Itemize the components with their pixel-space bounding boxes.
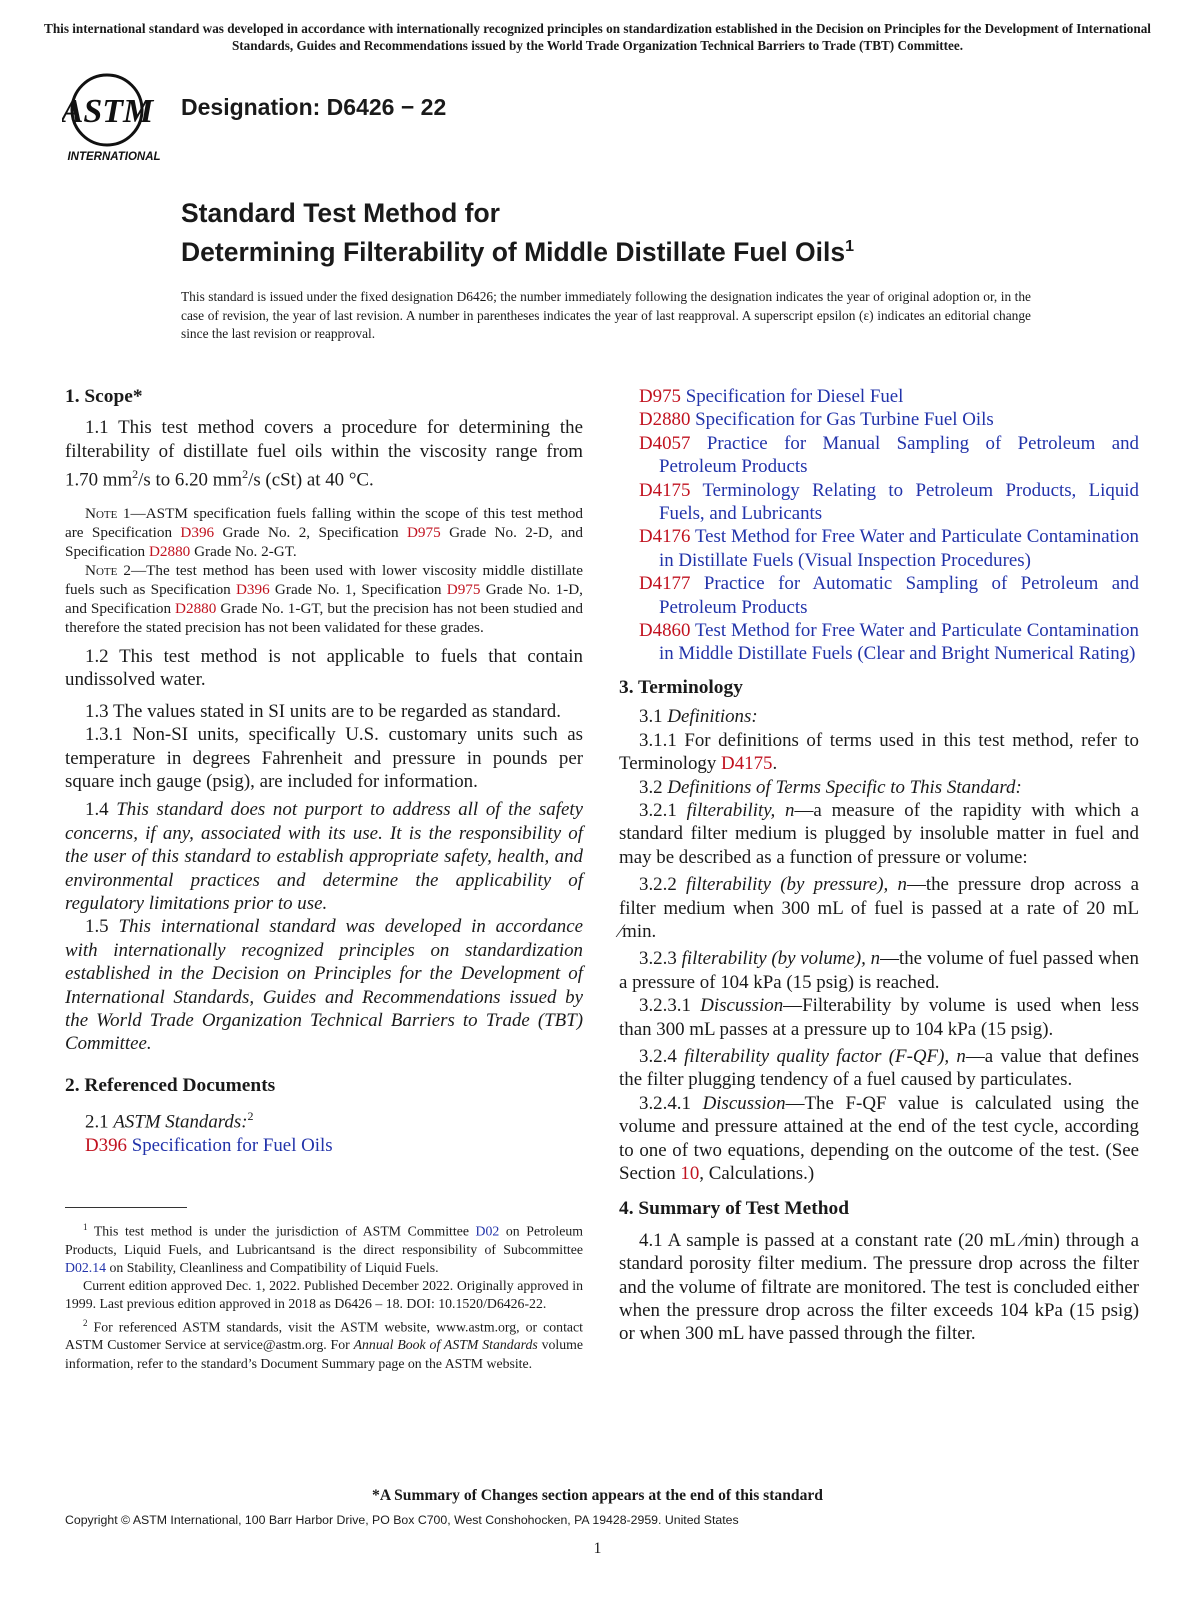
para-3-2-3: 3.2.3 filterability (by volume), n—the volume of fuel passed when a pressure of 104 kPa (15 psig) is reached. (619, 948, 1139, 993)
logo-text: ASTM (62, 93, 154, 130)
link-section-10[interactable]: 10 (680, 1163, 700, 1184)
copyright-line: Copyright © ASTM International, 100 Barr Harbor Drive, PO Box C700, West Conshohocken, PA 19428-2959. United States (65, 1513, 739, 1527)
note-1: Note 1—ASTM specification fuels falling within the scope of this test method are Specification D396 Grade No. 2, Specification D975 Grade No. 2-D, and Specification D2880 Grade No. 2-GT. (65, 504, 583, 560)
link-d396[interactable]: D396 (180, 523, 215, 541)
para-3-2-4: 3.2.4 filterability quality factor (F-QF), n—a value that defines the filter plugging tendency of a fuel caused by particulates. (619, 1045, 1139, 1091)
para-1-3-1: 1.3.1 Non-SI units, specifically U.S. customary units such as temperature in degrees Fahrenheit and pressure in pounds per square inch gauge (psig), are included for information. (65, 724, 583, 792)
section-3-heading: 3. Terminology (619, 676, 743, 698)
footnote-1: $^1$ This test method is under the jurisdiction of ASTM Committee D02 on Petroleum Products, Liquid Fuels, and Lubricantsand is the direct responsibility of Subcommittee D02.14 on Stability, Cleanliness and Compatibility of Liquid Fuels. (65, 1222, 583, 1275)
para-3-1-1: 3.1.1 For definitions of terms used in this test method, refer to Terminology D4175. (619, 729, 1139, 775)
para-3-2-2: 3.2.2 filterability (by pressure), n—the pressure drop across a filter medium when 300 mL of fuel is passed at a rate of 20 mL ⁄min. (619, 874, 1139, 942)
title-line-2: Determining Filterability of Middle Distillate Fuel Oils (181, 236, 846, 267)
astm-logo (62, 72, 170, 168)
para-4-1: 4.1 A sample is passed at a constant rate (20 mL ⁄min) through a standard porosity filter medium. The pressure drop across the filter and the volume of filtrate are monitored. The test is concluded either when the pressure drop across the filter exceeds 104 kPa (15 psig) or when 300 mL have passed through the filter. (619, 1229, 1139, 1345)
para-1-3: 1.3 The values stated in SI units are to be regarded as standard. (85, 700, 561, 722)
logo-subtext: INTERNATIONAL (67, 151, 161, 163)
ref-item-d4177[interactable]: D4177 Practice for Automatic Sampling of Petroleum and Petroleum Products (639, 573, 1139, 618)
link-d975[interactable]: D975 (406, 523, 441, 541)
link-d975[interactable]: D975 (446, 580, 481, 598)
footnotes (65, 1218, 583, 1373)
document-title (181, 197, 854, 269)
title-line-1: Standard Test Method for (181, 198, 500, 228)
top-notice: This international standard was developed in accordance with internationally recognized principles on standardization established in the Decision on Principles for the Development of International Standards, Guides and Recommendations issued by the World Trade Organization Technical Barriers to Trade (TBT) Committee. (44, 21, 1151, 53)
para-3-2-3-1: 3.2.3.1 Discussion—Filterability by volume is used when less than 300 mL passes at a pressure up to 104 kPa (15 psig). (619, 995, 1139, 1040)
footnote-rule (65, 1207, 187, 1208)
ref-item-d4860[interactable]: D4860 Test Method for Free Water and Particulate Contamination in Middle Distillate Fuels (Clear and Bright Numerical Rating) (639, 620, 1139, 665)
ref-item-d396[interactable]: D396 Specification for Fuel Oils (85, 1134, 333, 1156)
para-3-1: 3.1 Definitions: (639, 706, 758, 728)
section-1-heading: 1. Scope* (65, 386, 143, 407)
para-1-4: 1.4 This standard does not purport to address all of the safety concerns, if any, associated with its use. It is the responsibility of the user of this standard to establish appropriate safety, health, and environmental practices and determine the applicability of regulatory limitations prior to use. (65, 799, 583, 914)
link-d0214[interactable]: D02.14 (65, 1260, 107, 1275)
para-1-1: 1.1 This test method covers a procedure for determining the filterability of distillate fuel oils within the viscosity range from 1.70 $mm^2/s$ to 6.20 $mm^2/s$ (cSt) at 40 °C. (65, 417, 583, 491)
ref-item-d4057[interactable]: D4057 Practice for Manual Sampling of Petroleum and Petroleum Products (639, 432, 1139, 478)
link-d396[interactable]: D396 (235, 580, 270, 598)
para-3-2-4-1: 3.2.4.1 Discussion—The F-QF value is calculated using the volume and pressure attained at the end of the test cycle, according to one of two equations, depending on the outcome of the test. (See Section 10, Calculations.) (619, 1092, 1139, 1184)
footnote-1-edition: Current edition approved Dec. 1, 2022. Published December 2022. Originally approved in 1999. Last previous edition approved in 2018 as D6426 – 18. DOI: 10.1520/D6426-22. (65, 1278, 583, 1312)
right-column (619, 385, 1139, 1346)
note-2: Note 2—The test method has been used with lower viscosity middle distillate fuels such as Specification D396 Grade No. 1, Specification D975 Grade No. 1-D, and Specification D2880 Grade No. 1-GT, but the precision has not been studied and therefore the stated precision has not been validated for these grades. (65, 561, 584, 636)
link-d2880[interactable]: D2880 (148, 542, 191, 560)
left-column (65, 385, 583, 1157)
link-d2880[interactable]: D2880 (175, 599, 217, 617)
para-3-2: 3.2 Definitions of Terms Specific to This Standard: (639, 776, 1022, 798)
section-4-heading: 4. Summary of Test Method (619, 1198, 849, 1220)
ref-item-d2880[interactable]: D2880 Specification for Gas Turbine Fuel Oils (639, 409, 994, 431)
para-1-5: 1.5 This international standard was developed in accordance with internationally recognized principles on standardization established in the Decision on Principles for the Development of International Standards, Guides and Recommendations issued by the World Trade Organization Technical Barriers to Trade (TBT) Committee. (65, 916, 583, 1055)
title-footnote-mark: 1 (845, 238, 854, 255)
link-d02[interactable]: D02 (475, 1223, 500, 1239)
summary-of-changes-notice: *A Summary of Changes section appears at the end of this standard (372, 1487, 823, 1504)
page-number: 1 (593, 1540, 602, 1557)
para-3-2-1: 3.2.1 filterability, n—a measure of the rapidity with which a standard filter medium is plugged by insoluble matter in fuel and may be described as a function of pressure or volume: (619, 799, 1139, 868)
ref-item-d4175[interactable]: D4175 Terminology Relating to Petroleum Products, Liquid Fuels, and Lubricants (639, 479, 1139, 525)
para-1-2: 1.2 This test method is not applicable to fuels that contain undissolved water. (65, 645, 583, 691)
para-2-1: 2.1 ASTM Standards:$^2$ (85, 1109, 254, 1133)
ref-item-d4176[interactable]: D4176 Test Method for Free Water and Particulate Contamination in Distillate Fuels (Visual Inspection Procedures) (639, 526, 1139, 571)
designation: Designation: D6426 − 22 (181, 94, 447, 120)
link-d4175[interactable]: D4175 (721, 753, 773, 775)
issue-note: This standard is issued under the fixed designation D6426; the number immediately following the designation indicates the year of original adoption or, in the case of revision, the year of last revision. A number in parentheses indicates the year of last reapproval. A superscript epsilon (ε) indicates an editorial change since the last revision or reapproval. (181, 289, 1031, 341)
ref-item-d975[interactable]: D975 Specification for Diesel Fuel (639, 386, 904, 407)
footnote-2: $^2$ For referenced ASTM standards, visit the ASTM website, www.astm.org, or contact ASTM Customer Service at service@astm.org. For Annual Book of ASTM Standards volume information, refer to the standard’s Document Summary page on the ASTM website. (65, 1317, 583, 1371)
section-2-heading: 2. Referenced Documents (65, 1074, 276, 1096)
